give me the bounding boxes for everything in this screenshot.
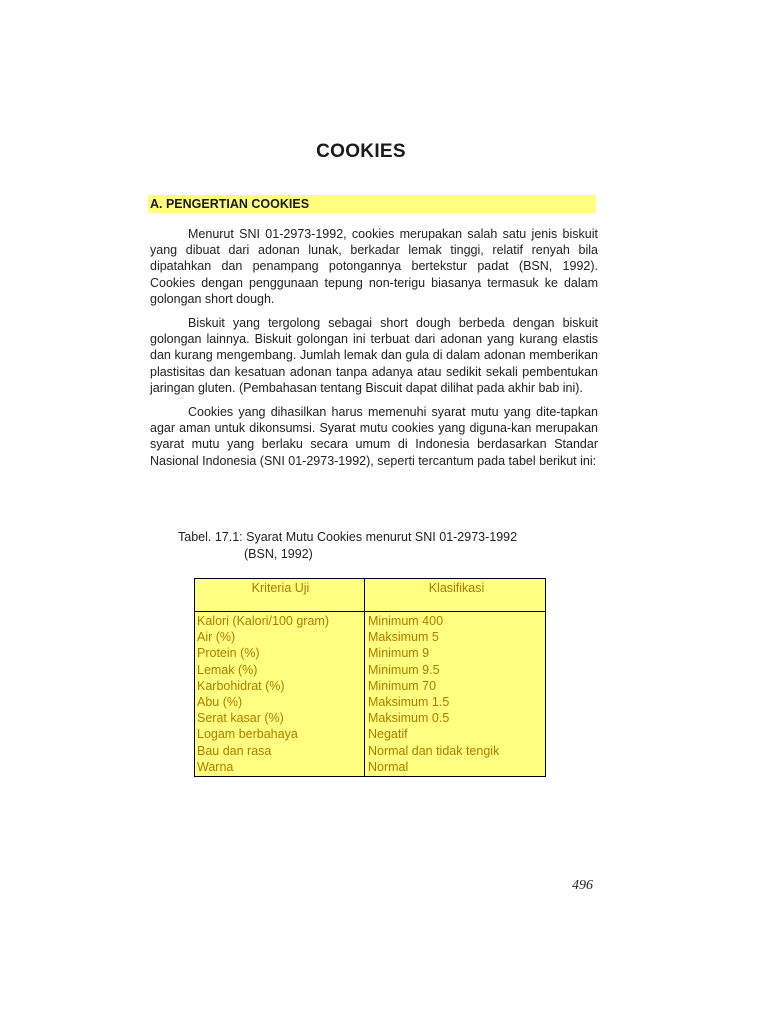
table-cell-criteria: Karbohidrat (%)	[197, 678, 285, 693]
table-body	[195, 612, 545, 776]
table-cell-classification: Normal dan tidak tengik	[368, 743, 500, 758]
section-heading: A. PENGERTIAN COOKIES	[148, 195, 596, 213]
table-cell-classification: Negatif	[368, 727, 408, 742]
table-cell-criteria: Kalori (Kalori/100 gram)	[197, 614, 329, 628]
table-cell-criteria: Abu (%)	[197, 694, 243, 709]
table-header-row	[195, 579, 545, 612]
body-text	[150, 226, 598, 477]
table-cell-criteria: Air (%)	[197, 630, 236, 645]
page-title: COOKIES	[316, 141, 406, 162]
table-column-criteria	[195, 612, 365, 776]
table-cell-criteria: Lemak (%)	[197, 662, 258, 677]
paragraph-1: Menurut SNI 01-2973-1992, cookies merupakan salah satu jenis biskuit yang dibuat dari adonan lunak, berkadar lemak tinggi, relatif renyah bila dipatahkan dan penampang potongannya bertekstur padat (BSN, 1992). Cookies dengan penggunaan tepung non-terigu biasanya termasuk ke dalam golongan short dough.	[150, 227, 598, 306]
table-cell-classification: Maksimum 1.5	[368, 694, 450, 709]
paragraph-2: Biskuit yang tergolong sebagai short dough berbeda dengan biskuit golongan lainnya. Biskuit golongan ini terbuat dari adonan yang kurang elastis dan kurang mengembang. Jumlah lemak dan gula di dalam adonan memberikan plastisitas dan kesatuan adonan tanpa adanya atau sedikit sekali pembentukan jaringan gluten. (Pembahasan tentang Biscuit dapat dilihat pada akhir bab ini).	[150, 316, 598, 395]
table-cell-classification: Minimum 70	[368, 678, 437, 693]
table-header-criteria: Kriteria Uji	[195, 579, 365, 611]
paragraph-3: Cookies yang dihasilkan harus memenuhi syarat mutu yang dite-tapkan agar aman untuk dikonsumsi. Syarat mutu cookies yang diguna-kan merupakan syarat mutu yang berlaku secara umum di Indonesia berdasarkan Standar Nasional Indonesia (SNI 01-2973-1992), seperti tercantum pada tabel berikut ini:	[150, 405, 598, 468]
table-header-classification: Klasifikasi	[428, 581, 485, 595]
table-cell-classification: Minimum 9	[368, 646, 430, 661]
table-cell-classification: Minimum 400	[368, 614, 444, 628]
quality-requirements-table	[194, 578, 546, 777]
table-column-classification	[365, 612, 545, 776]
table-cell-criteria: Protein (%)	[197, 646, 260, 661]
table-cell-criteria: Serat kasar (%)	[197, 711, 284, 726]
table-cell-criteria: Bau dan rasa	[197, 743, 272, 758]
table-cell-criteria: Warna	[197, 759, 234, 774]
table-cell-classification: Maksimum 0.5	[368, 711, 450, 726]
table-cell-classification: Maksimum 5	[368, 630, 439, 645]
table-caption-line2: (BSN, 1992)	[244, 546, 313, 561]
page-number: 496	[572, 878, 593, 893]
table-cell-criteria: Logam berbahaya	[197, 727, 298, 742]
table-cell-classification: Minimum 9.5	[368, 662, 440, 677]
table-caption	[178, 529, 517, 562]
table-cell-classification: Normal	[368, 759, 409, 774]
table-caption-line1: Tabel. 17.1: Syarat Mutu Cookies menurut SNI 01-2973-1992	[178, 530, 518, 544]
